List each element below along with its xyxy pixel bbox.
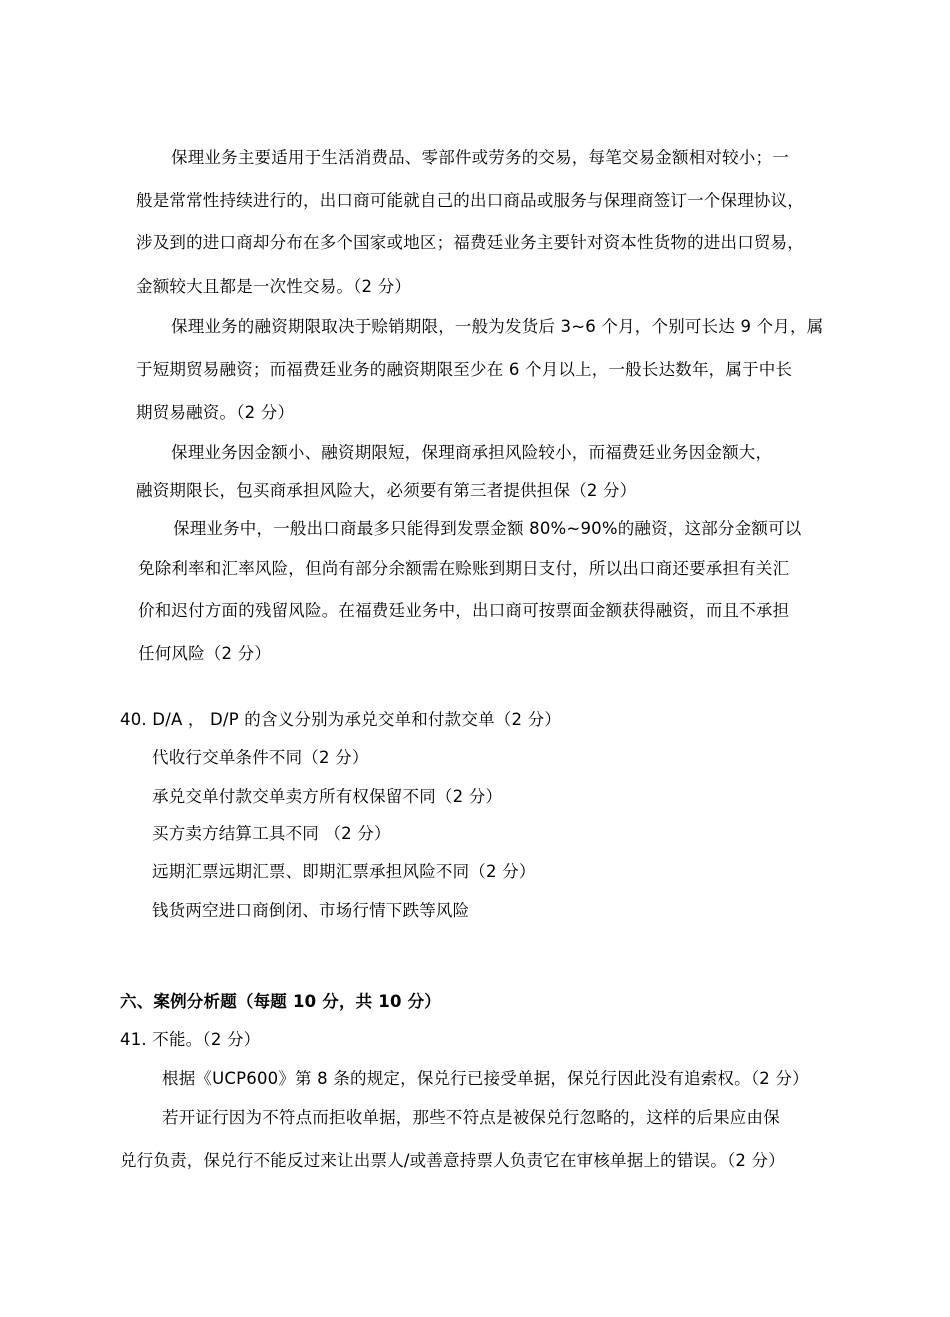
q41-heading: 41. 不能。（2 分） <box>120 1030 261 1049</box>
q40-heading: 40. D/A ， D/P 的含义分别为承兑交单和付款交单（2 分） <box>120 710 562 729</box>
q40-item-1: 代收行交单条件不同（2 分） <box>152 748 369 767</box>
para1-line-3: 涉及到的进口商却分布在多个国家或地区；福费廷业务主要针对资本性货物的进出口贸易， <box>136 233 804 252</box>
para2-line-1: 保理业务的融资期限取决于赊销期限，一般为发货后 3~6 个月，个别可长达 9 个月，属 <box>171 317 824 336</box>
q41-line-1: 根据《UCP600》第 8 条的规定，保兑行已接受单据，保兑行因此没有追索权。（2 分） <box>162 1069 809 1088</box>
q41-line-2: 若开证行因为不符点而拒收单据，那些不符点是被保兑行忽略的，这样的后果应由保 <box>162 1108 780 1127</box>
para2-line-2: 于短期贸易融资；而福费廷业务的融资期限至少在 6 个月以上，一般长达数年，属于中长 <box>136 360 793 379</box>
para1-line-1: 保理业务主要适用于生活消费品、零部件或劳务的交易，每笔交易金额相对较小；一 <box>171 148 789 167</box>
para4-line-4: 任何风险（2 分） <box>138 644 272 663</box>
q40-item-2: 承兑交单付款交单卖方所有权保留不同（2 分） <box>152 787 503 806</box>
q40-item-5: 钱货两空进口商倒闭、市场行情下跌等风险 <box>152 901 470 920</box>
para2-line-3: 期贸易融资。（2 分） <box>136 403 295 422</box>
q40-item-3: 买方卖方结算工具不同 （2 分） <box>152 824 391 843</box>
para1-line-4: 金额较大且都是一次性交易。（2 分） <box>136 277 412 296</box>
section6-title: 六、案例分析题（每题 10 分，共 10 分） <box>120 992 442 1011</box>
para3-line-1: 保理业务因金额小、融资期限短，保理商承担风险较小，而福费廷业务因金额大， <box>171 443 773 462</box>
para1-line-2: 般是常常性持续进行的，出口商可能就自己的出口商品或服务与保理商签订一个保理协议， <box>136 191 804 210</box>
para4-line-3: 价和迟付方面的残留风险。在福费廷业务中，出口商可按票面金额获得融资，而且不承担 <box>138 601 790 620</box>
para4-line-1: 保理业务中，一般出口商最多只能得到发票金额 80%~90%的融资，这部分金额可以 <box>173 519 802 538</box>
q41-line-3: 兑行负责，保兑行不能反过来让出票人/或善意持票人负责它在审核单据上的错误。（2 分） <box>120 1151 785 1170</box>
para4-line-2: 免除利率和汇率风险，但尚有部分余额需在赊账到期日支付，所以出口商还要承担有关汇 <box>138 559 790 578</box>
para3-line-2: 融资期限长，包买商承担风险大，必须要有第三者提供担保（2 分） <box>136 481 637 500</box>
q40-item-4: 远期汇票远期汇票、即期汇票承担风险不同（2 分） <box>152 862 536 881</box>
